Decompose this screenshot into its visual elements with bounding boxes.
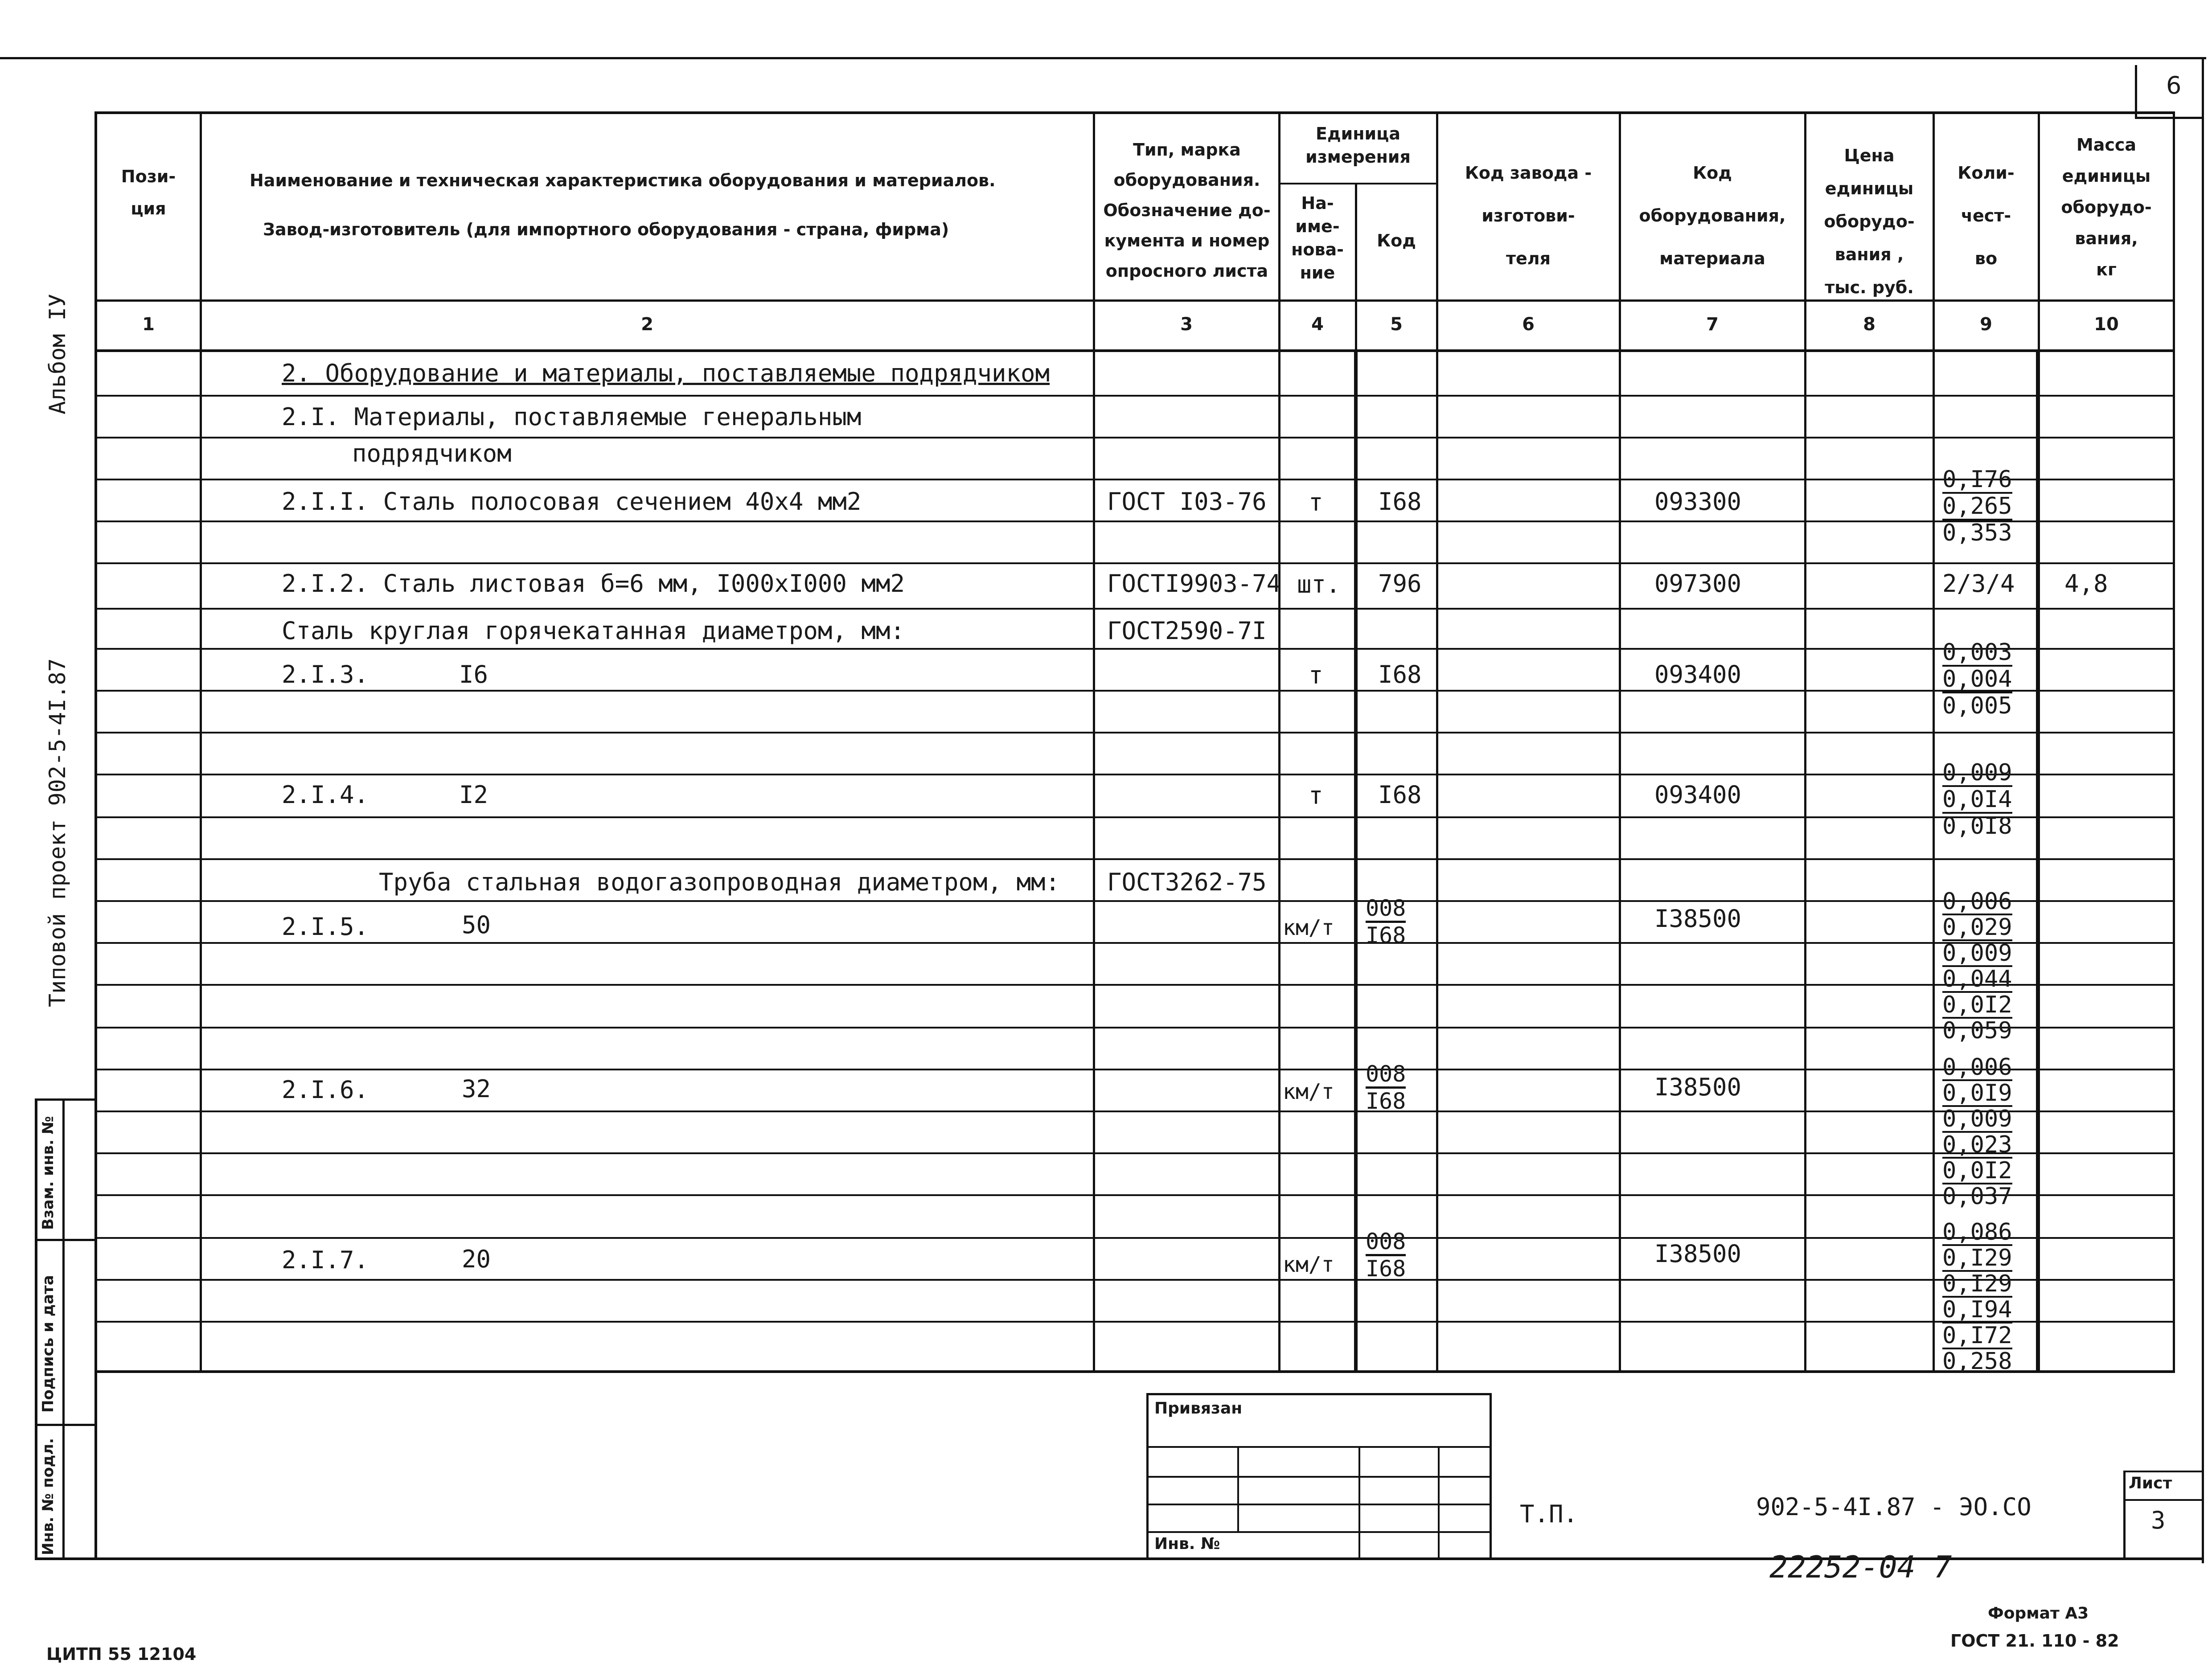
col-num-4: 4 [1311,314,1324,335]
header-mass: Масса единицы оборудо- вания, кг [2061,135,2152,279]
row-5-group-name: Труба стальная водогазопроводная диаметром, мм: [379,868,1060,896]
stamp-tp: Т.П. [1520,1500,1578,1528]
col-num-5: 5 [1390,314,1403,335]
project-label: Типовой проект 902-5-4I.87 [45,658,70,1007]
stamp-inv-no: Инв. № [1154,1535,1220,1553]
row-5-unit: км/т [1283,915,1334,940]
row-7-unit: км/т [1283,1252,1334,1277]
header-quantity: Коли- чест- во [1958,163,2015,268]
header-unit: Единица измерения [1305,124,1411,167]
row-3-material-code: 093400 [1654,660,1742,688]
col-num-7: 7 [1706,314,1719,335]
row-4-pos: 2.I.4. [282,781,369,809]
row-2-doc: ГОСТI9903-74 [1107,570,1281,598]
col-num-9: 9 [1980,314,1992,335]
row-5-code: $\frac{008}{I68}$ [1366,895,1406,948]
row-1-material-code: 093300 [1654,488,1742,516]
col-num-6: 6 [1522,314,1535,335]
header-name: Наименование и техническая характеристика оборудования и материалов. Завод-изготовитель (для импортного оборудования - страна, фирма) [250,171,996,239]
row-7-dia: 20 [462,1245,491,1273]
row-7-material-code: I38500 [1654,1240,1742,1268]
row-6-code: $\frac{008}{I68}$ [1366,1061,1406,1114]
row-6-qty: 0,006 0,0I9 0,009 0,023 0,0I2 0,037 [1942,1054,2012,1210]
stamp-exch-inv: Взам. инв. № [39,1116,57,1230]
row-5-qty: 0,006 0,029 0,009 0,044 0,0I2 0,059 [1942,888,2012,1044]
row-4-material-code: 093400 [1654,781,1742,809]
col-num-10: 10 [2094,314,2119,335]
col-num-2: 2 [641,314,653,335]
header-price: Цена единицы оборудо- вания , тыс. руб. [1824,146,1915,297]
header-plant-code: Код завода - изготови- теля [1465,163,1592,268]
header-unit-name: На- име- нова- ние [1291,193,1344,283]
row-4-code: I68 [1378,781,1422,809]
stamp-inv-orig: Инв. № подл. [39,1438,57,1555]
row-7-qty: 0,086 0,I29 0,I29 0,I94 0,I72 0,258 [1942,1219,2012,1375]
row-7-code: $\frac{008}{I68}$ [1366,1229,1406,1282]
row-3-dia: I6 [459,660,488,688]
row-7-pos: 2.I.7. [282,1246,369,1274]
header-unit-code: Код [1377,231,1416,250]
row-6-unit: км/т [1283,1079,1334,1104]
row-3-pos: 2.I.3. [282,660,369,688]
section-title: 2. Оборудование и материалы, поставляемые подрядчиком [282,359,1050,387]
row-1-name: 2.I.I. Сталь полосовая сечением 40х4 мм2 [282,488,862,516]
col-num-3: 3 [1180,314,1193,335]
row-2-qty: 2/3/4 [1942,570,2015,598]
format-label: Формат А3 [1988,1604,2089,1623]
sheet-number-top: 6 [2166,71,2182,99]
row-5-group-doc: ГОСТ3262-75 [1107,868,1267,896]
row-6-pos: 2.I.6. [282,1076,369,1104]
row-2-unit: шт. [1297,570,1341,598]
header-material-code: Код оборудования, материала [1639,163,1786,268]
row-1-qty: 0,I76 0,265 0,353 [1942,466,2012,546]
row-3-group-doc: ГОСТ2590-7I [1107,617,1267,645]
row-6-dia: 32 [462,1075,491,1103]
row-4-dia: I2 [459,781,488,809]
row-3-group-name: Сталь круглая горячекатанная диаметром, мм: [282,617,905,645]
stamp-list-label: Лист [2129,1474,2172,1492]
col-num-8: 8 [1863,314,1875,335]
row-2-material-code: 097300 [1654,570,1742,598]
row-2-mass: 4,8 [2064,570,2108,598]
subsection-title-1: 2.I. Материалы, поставляемые генеральным [282,403,862,431]
row-2-name: 2.I.2. Сталь листовая б=6 мм, I000хI000 мм2 [282,570,905,598]
row-1-unit: т [1309,488,1323,516]
subsection-title-2: подрядчиком [352,439,512,467]
stamp-sign-date: Подпись и дата [39,1275,57,1413]
col-num-1: 1 [142,314,155,335]
row-5-material-code: I38500 [1654,905,1742,933]
row-5-dia: 50 [462,911,491,939]
row-4-qty: 0,009 0,0I4 0,0I8 [1942,759,2012,840]
archive-number: 22252-04 7 [1769,1550,1952,1585]
row-4-unit: т [1309,782,1323,810]
citp-label: ЦИТП 55 12104 [46,1644,197,1664]
row-1-code: I68 [1378,488,1422,516]
row-6-material-code: I38500 [1654,1073,1742,1101]
stamp-list-number: 3 [2151,1506,2166,1534]
row-3-qty: 0,003 0,004 0,005 [1942,639,2012,719]
stamp-privyazan: Привязан [1154,1399,1243,1418]
row-1-doc: ГОСТ I03-76 [1107,488,1267,516]
row-5-pos: 2.I.5. [282,913,369,941]
header-position: Пози- ция [121,167,176,218]
row-3-unit: т [1309,661,1323,689]
row-3-code: I68 [1378,660,1422,688]
stamp-doc-code: 902-5-4I.87 - ЭО.СО [1756,1493,2031,1521]
gost-label: ГОСТ 21. 110 - 82 [1950,1631,2119,1651]
album-label: Альбом IУ [45,294,70,414]
row-2-code: 796 [1378,570,1422,598]
header-type: Тип, марка оборудования. Обозначение до- кумента и номер опросного листа [1103,140,1271,281]
